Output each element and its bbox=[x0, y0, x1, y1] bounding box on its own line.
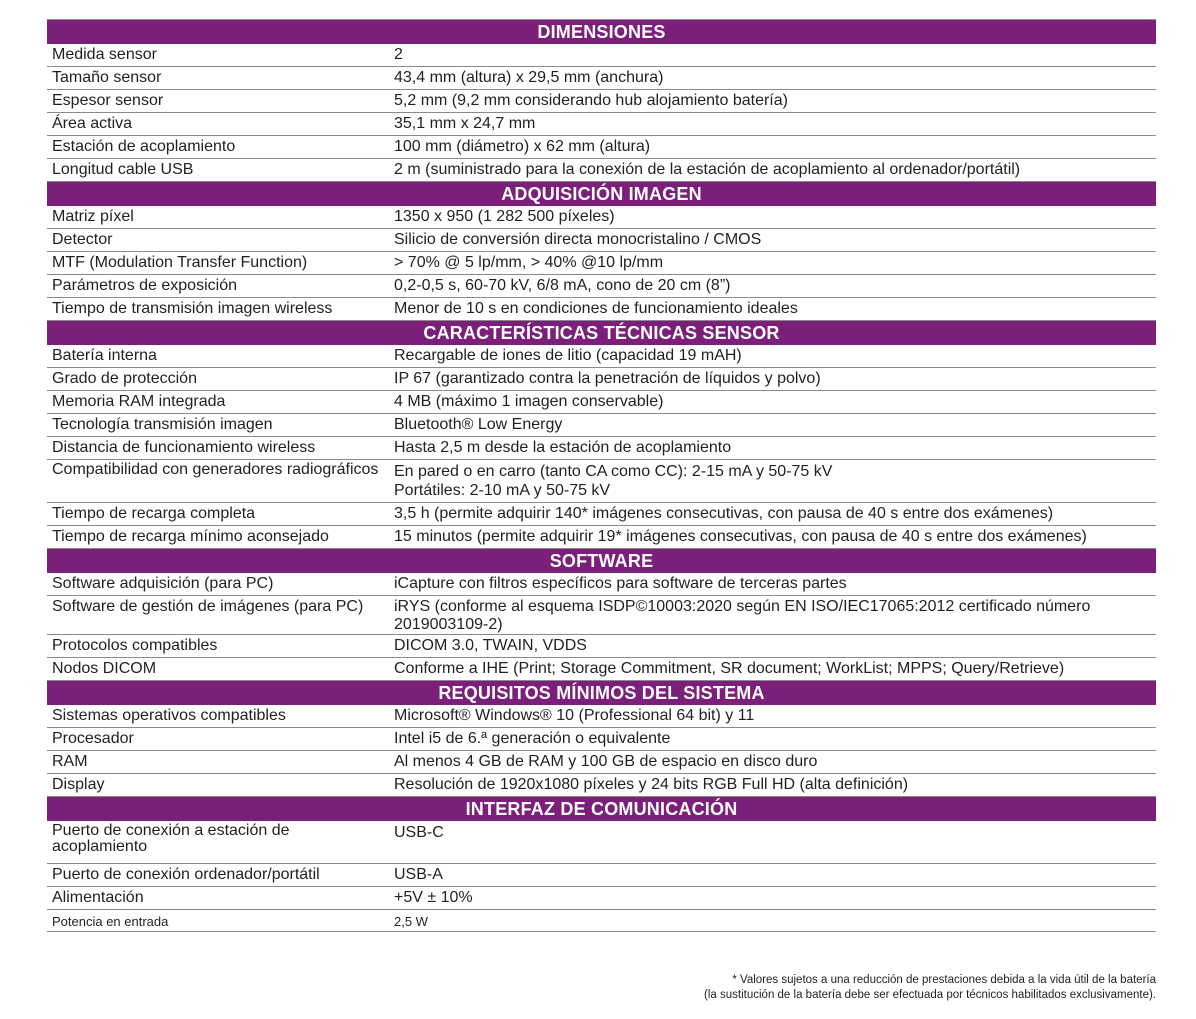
spec-label: Memoria RAM integrada bbox=[52, 393, 226, 410]
spec-row bbox=[47, 414, 1156, 437]
spec-value-line: 4 MB (máximo 1 imagen conservable) bbox=[394, 393, 664, 410]
spec-row bbox=[47, 206, 1156, 229]
spec-label: Protocolos compatibles bbox=[52, 637, 218, 654]
spec-label: Estación de acoplamiento bbox=[52, 138, 236, 155]
spec-label: Software adquisición (para PC) bbox=[52, 575, 274, 592]
spec-label: Distancia de funcionamiento wireless bbox=[52, 439, 316, 456]
spec-value bbox=[389, 503, 1156, 525]
spec-row bbox=[47, 229, 1156, 252]
spec-label: Display bbox=[52, 776, 105, 793]
spec-value-line: 1350 x 950 (1 282 500 píxeles) bbox=[394, 208, 615, 225]
spec-value bbox=[389, 113, 1156, 135]
spec-value-line: Hasta 2,5 m desde la estación de acoplamiento bbox=[394, 439, 732, 456]
spec-row bbox=[47, 658, 1156, 681]
section-header: CARACTERÍSTICAS TÉCNICAS SENSOR bbox=[47, 321, 1156, 345]
spec-value-line: Conforme a IHE (Print; Storage Commitment, SR document; WorkList; MPPS; Query/Retrieve) bbox=[394, 660, 1065, 677]
spec-value bbox=[389, 864, 1156, 886]
spec-row bbox=[47, 113, 1156, 136]
spec-row bbox=[47, 503, 1156, 526]
spec-value-line: Menor de 10 s en condiciones de funcionamiento ideales bbox=[394, 300, 798, 317]
spec-value-line: 5,2 mm (9,2 mm considerando hub alojamiento batería) bbox=[394, 92, 788, 109]
spec-row bbox=[47, 391, 1156, 414]
spec-value-line: iCapture con filtros específicos para software de terceras partes bbox=[394, 575, 847, 592]
spec-row bbox=[47, 751, 1156, 774]
spec-label: Sistemas operativos compatibles bbox=[52, 707, 286, 724]
spec-label: Medida sensor bbox=[52, 46, 157, 63]
section-header: ADQUISICIÓN IMAGEN bbox=[47, 182, 1156, 206]
spec-value-line: 3,5 h (permite adquirir 140* imágenes consecutivas, con pausa de 40 s entre dos exámenes) bbox=[394, 505, 1054, 522]
footnote bbox=[704, 973, 1156, 1003]
spec-row bbox=[47, 526, 1156, 549]
spec-value-line: Portátiles: 2-10 mA y 50-75 kV bbox=[394, 482, 611, 499]
spec-value bbox=[389, 437, 1156, 459]
spec-row bbox=[47, 774, 1156, 797]
spec-row bbox=[47, 728, 1156, 751]
spec-label: Tecnología transmisión imagen bbox=[52, 416, 273, 433]
spec-value-line: En pared o en carro (tanto CA como CC): 2-15 mA y 50-75 kV bbox=[394, 463, 833, 480]
spec-value-line: Microsoft® Windows® 10 (Professional 64 bit) y 11 bbox=[394, 707, 755, 724]
section-header: SOFTWARE bbox=[47, 549, 1156, 573]
spec-row bbox=[47, 887, 1156, 910]
spec-value-line: 43,4 mm (altura) x 29,5 mm (anchura) bbox=[394, 69, 664, 86]
section-header: INTERFAZ DE COMUNICACIÓN bbox=[47, 797, 1156, 821]
spec-value bbox=[389, 275, 1156, 297]
spec-label: Parámetros de exposición bbox=[52, 277, 237, 294]
spec-table bbox=[47, 19, 1156, 932]
spec-value-line: 0,2-0,5 s, 60-70 kV, 6/8 mA, cono de 20 cm (8”) bbox=[394, 277, 731, 294]
spec-value-line: USB-C bbox=[394, 824, 444, 841]
spec-value bbox=[389, 345, 1156, 367]
spec-row bbox=[47, 368, 1156, 391]
spec-value-line: +5V ± 10% bbox=[394, 889, 473, 906]
spec-row bbox=[47, 821, 1156, 864]
spec-label: Compatibilidad con generadores radiográficos bbox=[52, 461, 379, 478]
spec-value bbox=[389, 67, 1156, 89]
spec-label: Potencia en entrada bbox=[52, 914, 169, 929]
spec-label: Área activa bbox=[52, 115, 133, 132]
spec-value bbox=[389, 751, 1156, 773]
spec-value-line: Intel i5 de 6.ª generación o equivalente bbox=[394, 730, 671, 747]
spec-value-line: 2 m (suministrado para la conexión de la estación de acoplamiento al ordenador/portátil) bbox=[394, 161, 1021, 178]
spec-label: Puerto de conexión ordenador/portátil bbox=[52, 866, 320, 883]
spec-label: Detector bbox=[52, 231, 113, 248]
spec-value bbox=[389, 658, 1156, 680]
spec-value bbox=[389, 391, 1156, 413]
spec-value bbox=[389, 368, 1156, 390]
spec-value-line: 15 minutos (permite adquirir 19* imágenes consecutivas, con pausa de 40 s entre dos exámenes) bbox=[394, 528, 1087, 545]
spec-label: Tiempo de recarga completa bbox=[52, 505, 256, 522]
spec-value-line: Al menos 4 GB de RAM y 100 GB de espacio en disco duro bbox=[394, 753, 818, 770]
spec-value bbox=[389, 705, 1156, 727]
spec-label: Batería interna bbox=[52, 347, 157, 364]
spec-value-line: USB-A bbox=[394, 866, 443, 883]
spec-value bbox=[389, 596, 1156, 634]
spec-label: Nodos DICOM bbox=[52, 660, 157, 677]
spec-value bbox=[389, 635, 1156, 657]
spec-row bbox=[47, 864, 1156, 887]
spec-value bbox=[389, 821, 1156, 863]
spec-row bbox=[47, 159, 1156, 182]
spec-row bbox=[47, 705, 1156, 728]
spec-row bbox=[47, 67, 1156, 90]
spec-value-line: 2,5 W bbox=[394, 914, 428, 929]
spec-value bbox=[389, 136, 1156, 158]
footnote-line: * Valores sujetos a una reducción de prestaciones debida a la vida útil de la batería bbox=[732, 974, 1156, 986]
spec-row bbox=[47, 298, 1156, 321]
spec-value-line: Bluetooth® Low Energy bbox=[394, 416, 563, 433]
spec-value-line: > 70% @ 5 lp/mm, > 40% @10 lp/mm bbox=[394, 254, 664, 271]
spec-value bbox=[389, 728, 1156, 750]
footnote-line: (la sustitución de la batería debe ser efectuada por técnicos habilitados exclusivamente). bbox=[704, 989, 1156, 1001]
spec-row bbox=[47, 573, 1156, 596]
spec-value bbox=[389, 252, 1156, 274]
spec-label: Software de gestión de imágenes (para PC) bbox=[52, 598, 364, 615]
spec-row bbox=[47, 635, 1156, 658]
spec-label: Tiempo de transmisión imagen wireless bbox=[52, 300, 333, 317]
spec-value bbox=[389, 206, 1156, 228]
spec-row bbox=[47, 275, 1156, 298]
spec-row bbox=[47, 437, 1156, 460]
spec-row bbox=[47, 252, 1156, 275]
spec-value-line: DICOM 3.0, TWAIN, VDDS bbox=[394, 637, 587, 654]
spec-label: Tiempo de recarga mínimo aconsejado bbox=[52, 528, 329, 545]
spec-row bbox=[47, 910, 1156, 932]
spec-value bbox=[389, 526, 1156, 548]
spec-value bbox=[389, 414, 1156, 436]
section-header: DIMENSIONES bbox=[47, 20, 1156, 44]
spec-value bbox=[389, 460, 1156, 502]
spec-value-line: 35,1 mm x 24,7 mm bbox=[394, 115, 536, 132]
spec-label: Alimentación bbox=[52, 889, 144, 906]
spec-row bbox=[47, 345, 1156, 368]
spec-value-line: Resolución de 1920x1080 píxeles y 24 bits RGB Full HD (alta definición) bbox=[394, 776, 909, 793]
spec-value bbox=[389, 774, 1156, 796]
spec-row bbox=[47, 44, 1156, 67]
spec-row bbox=[47, 90, 1156, 113]
spec-value bbox=[389, 573, 1156, 595]
spec-value-line: IP 67 (garantizado contra la penetración de líquidos y polvo) bbox=[394, 370, 821, 387]
spec-value-line: 2 bbox=[394, 46, 403, 63]
spec-row bbox=[47, 136, 1156, 159]
spec-label: Procesador bbox=[52, 730, 134, 747]
spec-value bbox=[389, 44, 1156, 66]
spec-value-line: 100 mm (diámetro) x 62 mm (altura) bbox=[394, 138, 651, 155]
spec-value bbox=[389, 229, 1156, 251]
spec-label: RAM bbox=[52, 753, 88, 770]
spec-value bbox=[389, 90, 1156, 112]
spec-value bbox=[389, 910, 1156, 931]
spec-row bbox=[47, 460, 1156, 503]
spec-row bbox=[47, 596, 1156, 635]
spec-value-line: Silicio de conversión directa monocristalino / CMOS bbox=[394, 231, 762, 248]
spec-value bbox=[389, 298, 1156, 320]
spec-label: Espesor sensor bbox=[52, 92, 164, 109]
spec-label: Matriz píxel bbox=[52, 208, 134, 225]
spec-label: Tamaño sensor bbox=[52, 69, 162, 86]
section-header: REQUISITOS MÍNIMOS DEL SISTEMA bbox=[47, 681, 1156, 705]
spec-label: Puerto de conexión a estación de acoplamiento bbox=[52, 822, 290, 855]
spec-label: MTF (Modulation Transfer Function) bbox=[52, 254, 308, 271]
spec-value-line: Recargable de iones de litio (capacidad 19 mAH) bbox=[394, 347, 742, 364]
spec-label: Longitud cable USB bbox=[52, 161, 194, 178]
spec-value bbox=[389, 887, 1156, 909]
spec-label: Grado de protección bbox=[52, 370, 197, 387]
spec-value bbox=[389, 159, 1156, 181]
spec-value-line: iRYS (conforme al esquema ISDP©10003:2020 según EN ISO/IEC17065:2012 certificado número 2019003109-2) bbox=[394, 598, 1091, 633]
